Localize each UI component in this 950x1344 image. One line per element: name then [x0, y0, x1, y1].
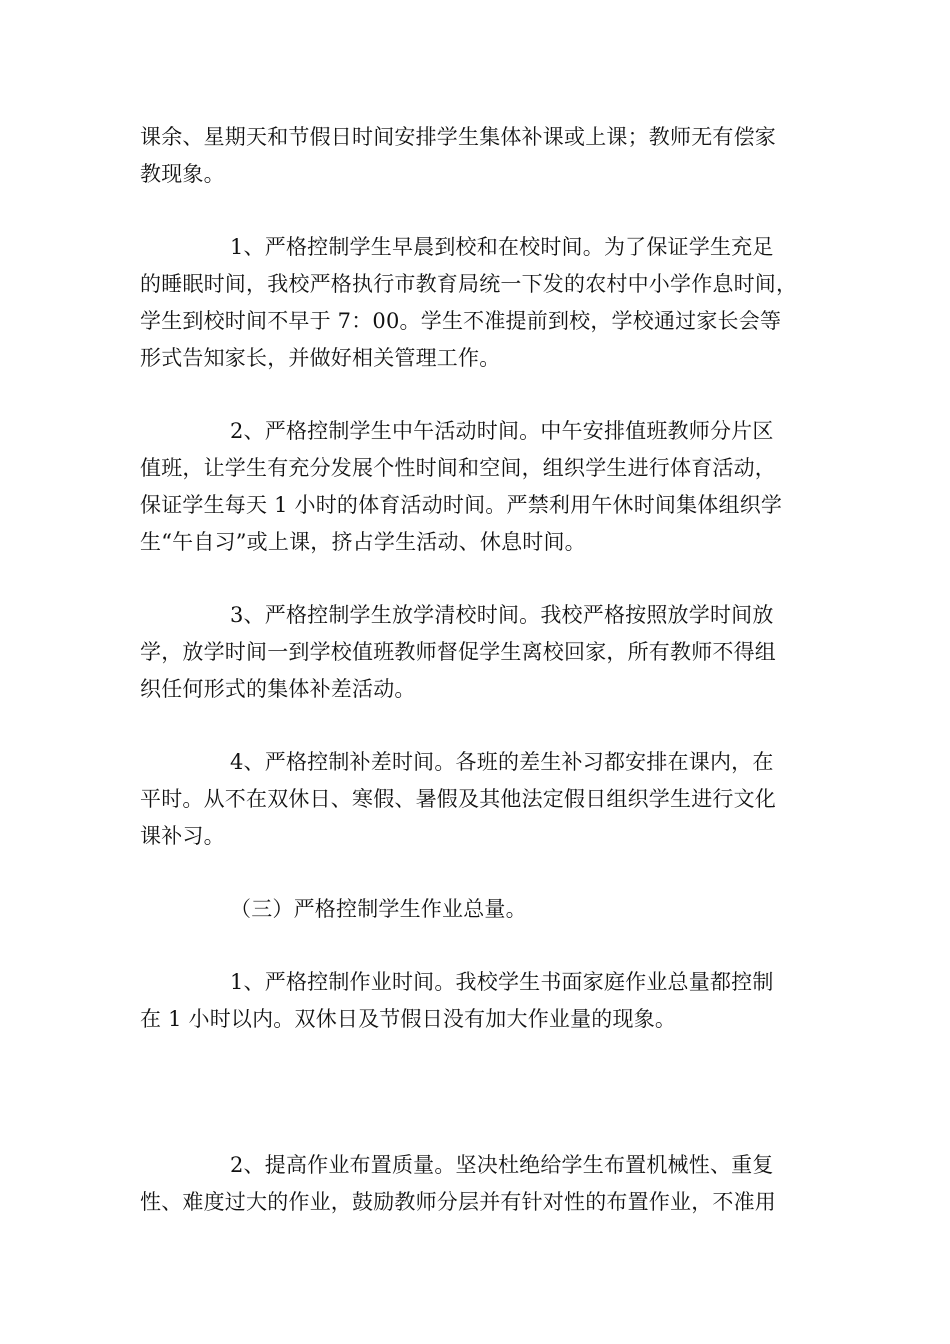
paragraph-line: 学，放学时间一到学校值班教师督促学生离校回家，所有教师不得组: [140, 640, 776, 664]
paragraph-line: 1、严格控制学生早晨到校和在校时间。为了保证学生充足: [230, 235, 774, 259]
paragraph-line: 值班，让学生有充分发展个性时间和空间，组织学生进行体育活动，: [140, 456, 776, 480]
paragraph-line: 平时。从不在双休日、寒假、暑假及其他法定假日组织学生进行文化: [140, 787, 776, 811]
paragraph-line: 1、严格控制作业时间。我校学生书面家庭作业总量都控制: [230, 970, 774, 994]
paragraph-line: 在 1 小时以内。双休日及节假日没有加大作业量的现象。: [140, 1007, 677, 1031]
paragraph-line: 的睡眠时间，我校严格执行市教育局统一下发的农村中小学作息时间，: [140, 272, 798, 296]
paragraph-line: 教现象。: [140, 162, 225, 186]
paragraph-line: 织任何形式的集体补差活动。: [140, 677, 416, 701]
paragraph-line: 3、严格控制学生放学清校时间。我校严格按照放学时间放: [230, 603, 774, 627]
paragraph-line: 形式告知家长，并做好相关管理工作。: [140, 346, 501, 370]
paragraph-line: 保证学生每天 1 小时的体育活动时间。严禁利用午休时间集体组织学: [140, 493, 783, 517]
paragraph-line: 课补习。: [140, 824, 225, 848]
paragraph-line: 4、严格控制补差时间。各班的差生补习都安排在课内，在: [230, 750, 774, 774]
section-heading: （三）严格控制学生作业总量。: [230, 897, 527, 921]
paragraph-line: 生“午自习”或上课，挤占学生活动、休息时间。: [140, 530, 586, 554]
paragraph-line: 2、严格控制学生中午活动时间。中午安排值班教师分片区: [230, 419, 774, 443]
paragraph-line: 性、难度过大的作业，鼓励教师分层并有针对性的布置作业，不准用: [140, 1190, 776, 1214]
paragraph-line: 学生到校时间不早于 7：00。学生不准提前到校，学校通过家长会等: [140, 309, 782, 333]
paragraph-line: 2、提高作业布置质量。坚决杜绝给学生布置机械性、重复: [230, 1153, 774, 1177]
paragraph-line: 课余、星期天和节假日时间安排学生集体补课或上课；教师无有偿家: [140, 125, 776, 149]
